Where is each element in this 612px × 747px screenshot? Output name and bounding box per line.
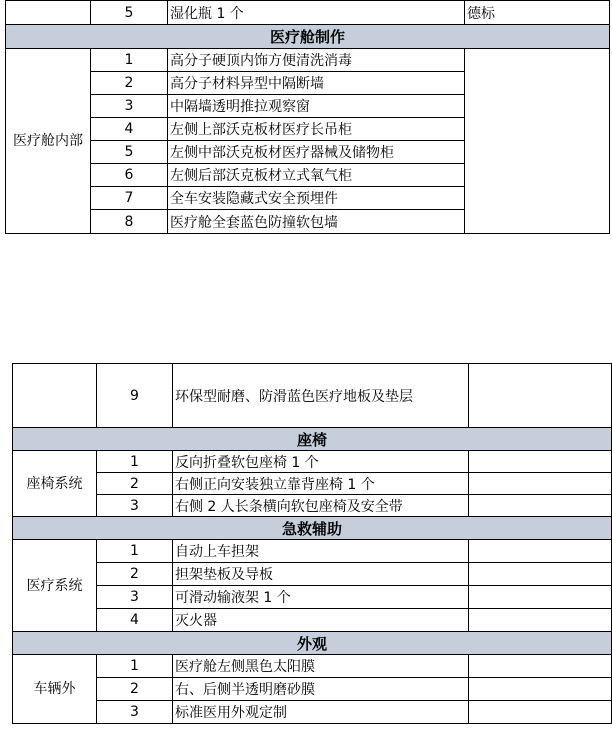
category-cell [13,364,97,428]
item-number: 3 [96,495,172,517]
section-header-row [13,517,612,540]
spec-table-bottom [12,363,612,724]
item-description: 标准医用外观定制 [172,701,468,724]
table-row [6,1,610,25]
item-description: 中隔墙透明推拉观察窗 [168,95,465,118]
item-number: 9 [96,364,172,428]
table-row [13,655,612,678]
item-description: 右侧 2 人长条横向软包座椅及安全带 [172,495,468,517]
item-number: 1 [96,655,172,678]
table-row [6,49,610,72]
section-header-row [6,25,610,49]
item-description: 医疗舱左侧黑色太阳膜 [172,655,468,678]
table-row [13,495,612,517]
note-cell [469,678,612,701]
item-number: 1 [91,49,168,72]
table-row [13,586,612,609]
item-description: 反向折叠软包座椅 1 个 [172,451,468,473]
item-number: 3 [96,701,172,724]
item-description: 右、后侧半透明磨砂膜 [172,678,468,701]
item-number: 7 [91,187,168,210]
category-cell [13,655,97,724]
note-cell [469,655,612,678]
item-number: 2 [96,678,172,701]
item-description: 全车安装隐藏式安全预埋件 [168,187,465,210]
item-description: 担架垫板及导板 [172,563,468,586]
table-row [13,451,612,473]
note-cell [465,49,610,234]
item-description: 左侧中部沃克板材医疗器械及储物柜 [168,141,465,164]
note-cell [469,586,612,609]
table-row [13,563,612,586]
item-note: 德标 [465,1,610,25]
note-cell [469,495,612,517]
spec-table-top [5,0,610,234]
category-cell [13,451,97,517]
category-cell [6,1,91,25]
item-description: 左侧后部沃克板材立式氧气柜 [168,164,465,187]
note-cell [469,473,612,495]
section-title: 座椅 [13,428,612,451]
item-number: 4 [96,609,172,632]
item-number: 8 [91,210,168,234]
item-description: 环保型耐磨、防滑蓝色医疗地板及垫层 [172,364,468,428]
note-cell [469,701,612,724]
item-number: 2 [91,72,168,95]
table-row [13,701,612,724]
category-label: 座椅系统 [26,475,83,492]
table-row [13,473,612,495]
category-label: 车辆外 [33,681,76,697]
note-cell [469,540,612,563]
category-cell [13,540,97,632]
item-number: 2 [96,473,172,495]
item-number: 6 [91,164,168,187]
item-description: 湿化瓶 1 个 [168,1,465,25]
note-cell [469,364,612,428]
item-number: 4 [91,118,168,141]
item-description: 自动上车担架 [172,540,468,563]
category-label: 医疗系统 [26,577,83,594]
item-description: 左侧上部沃克板材医疗长吊柜 [168,118,465,141]
note-cell [469,451,612,473]
table-row [13,540,612,563]
item-description: 高分子材料异型中隔断墙 [168,72,465,95]
table-row [13,609,612,632]
item-description: 右侧正向安装独立靠背座椅 1 个 [172,473,468,495]
item-description: 高分子硬顶内饰方便清洗消毒 [168,49,465,72]
item-number: 1 [96,540,172,563]
section-header-row [13,428,612,451]
table-row [13,678,612,701]
item-description: 医疗舱全套蓝色防撞软包墙 [168,210,465,234]
item-description: 可滑动输液架 1 个 [172,586,468,609]
category-label: 医疗舱内部 [13,133,83,149]
item-number: 3 [91,95,168,118]
category-cell [6,49,91,234]
note-cell [469,563,612,586]
section-header-row [13,632,612,655]
item-number: 5 [91,1,168,25]
table-row [13,364,612,428]
item-description: 灭火器 [172,609,468,632]
section-title: 急救辅助 [13,517,612,540]
item-number: 3 [96,586,172,609]
item-number: 5 [91,141,168,164]
note-cell [469,609,612,632]
item-number: 2 [96,563,172,586]
section-title: 外观 [13,632,612,655]
section-title: 医疗舱制作 [6,25,610,49]
item-number: 1 [96,451,172,473]
